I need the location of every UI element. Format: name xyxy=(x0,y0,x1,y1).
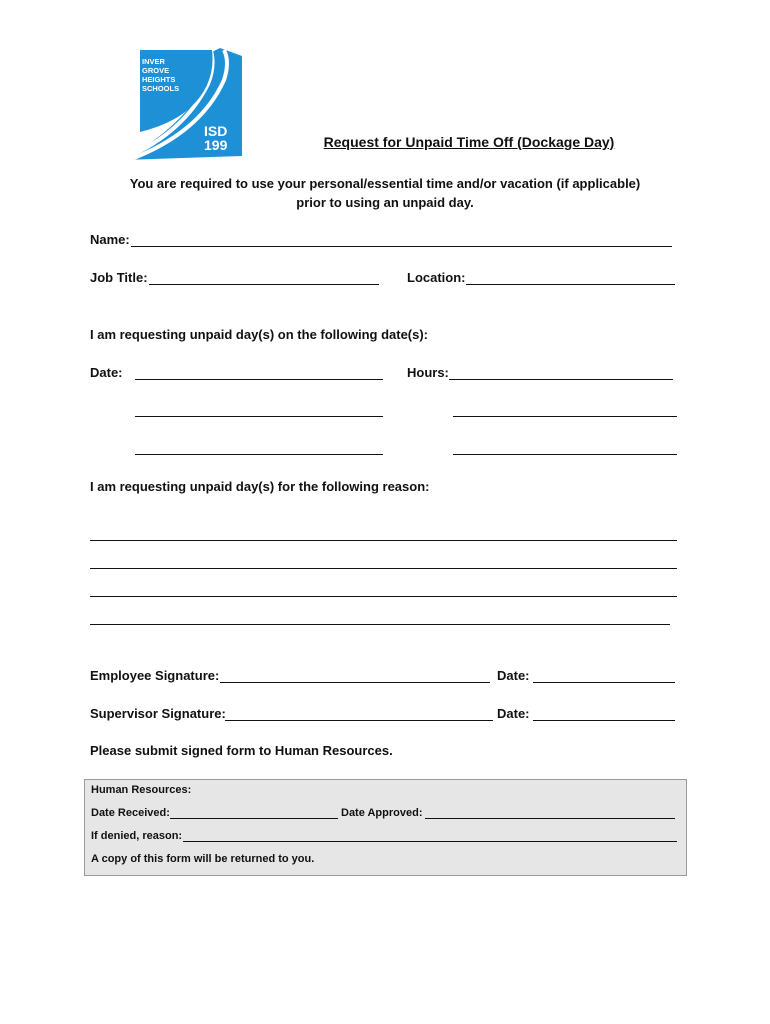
reason-line-3[interactable] xyxy=(90,596,677,597)
reason-line-4[interactable] xyxy=(90,624,670,625)
hours-field-1[interactable] xyxy=(449,379,673,380)
logo-isd-text: ISD xyxy=(204,123,228,139)
logo-text-line-3: HEIGHTS xyxy=(142,75,176,84)
employee-date-field[interactable] xyxy=(533,682,675,683)
copy-note: A copy of this form will be returned to you. xyxy=(91,853,315,865)
date-approved-label: Date Approved: xyxy=(341,807,423,819)
date-approved-field[interactable] xyxy=(425,818,675,819)
if-denied-field[interactable] xyxy=(183,841,677,842)
employee-date-label: Date: xyxy=(497,668,530,683)
date-field-2[interactable] xyxy=(135,416,383,417)
supervisor-signature-field[interactable] xyxy=(225,720,493,721)
location-label: Location: xyxy=(407,270,466,285)
job-title-field[interactable] xyxy=(149,284,379,285)
intro-line-1: You are required to use your personal/essential time and/or vacation (if applicable) xyxy=(129,176,641,191)
date-field-1[interactable] xyxy=(135,379,383,380)
employee-signature-field[interactable] xyxy=(220,682,490,683)
hr-heading: Human Resources: xyxy=(91,784,192,796)
intro-line-2: prior to using an unpaid day. xyxy=(296,195,474,210)
location-field[interactable] xyxy=(466,284,675,285)
supervisor-date-label: Date: xyxy=(497,706,530,721)
hours-field-2[interactable] xyxy=(453,416,677,417)
if-denied-label: If denied, reason: xyxy=(91,830,183,842)
submit-note: Please submit signed form to Human Resources. xyxy=(90,743,393,758)
logo-text-line-1: INVER xyxy=(142,57,165,66)
form-title: Request for Unpaid Time Off (Dockage Day) xyxy=(323,134,615,150)
human-resources-box xyxy=(84,779,687,876)
logo-text-line-4: SCHOOLS xyxy=(142,84,180,93)
logo-number-text: 199 xyxy=(204,137,228,153)
supervisor-signature-label: Supervisor Signature: xyxy=(90,706,226,721)
name-label: Name: xyxy=(90,232,130,247)
date-label: Date: xyxy=(90,365,123,380)
reason-heading: I am requesting unpaid day(s) for the following reason: xyxy=(90,479,430,494)
job-title-label: Job Title: xyxy=(90,270,148,285)
hours-label: Hours: xyxy=(407,365,449,380)
date-field-3[interactable] xyxy=(135,454,383,455)
logo-text-line-2: GROVE xyxy=(142,66,170,75)
reason-line-2[interactable] xyxy=(90,568,677,569)
dates-heading: I am requesting unpaid day(s) on the following date(s): xyxy=(90,327,429,342)
date-received-field[interactable] xyxy=(170,818,338,819)
date-received-label: Date Received: xyxy=(91,807,170,819)
employee-signature-label: Employee Signature: xyxy=(90,668,220,683)
name-field[interactable] xyxy=(131,246,672,247)
hours-field-3[interactable] xyxy=(453,454,677,455)
reason-line-1[interactable] xyxy=(90,540,677,541)
supervisor-date-field[interactable] xyxy=(533,720,675,721)
